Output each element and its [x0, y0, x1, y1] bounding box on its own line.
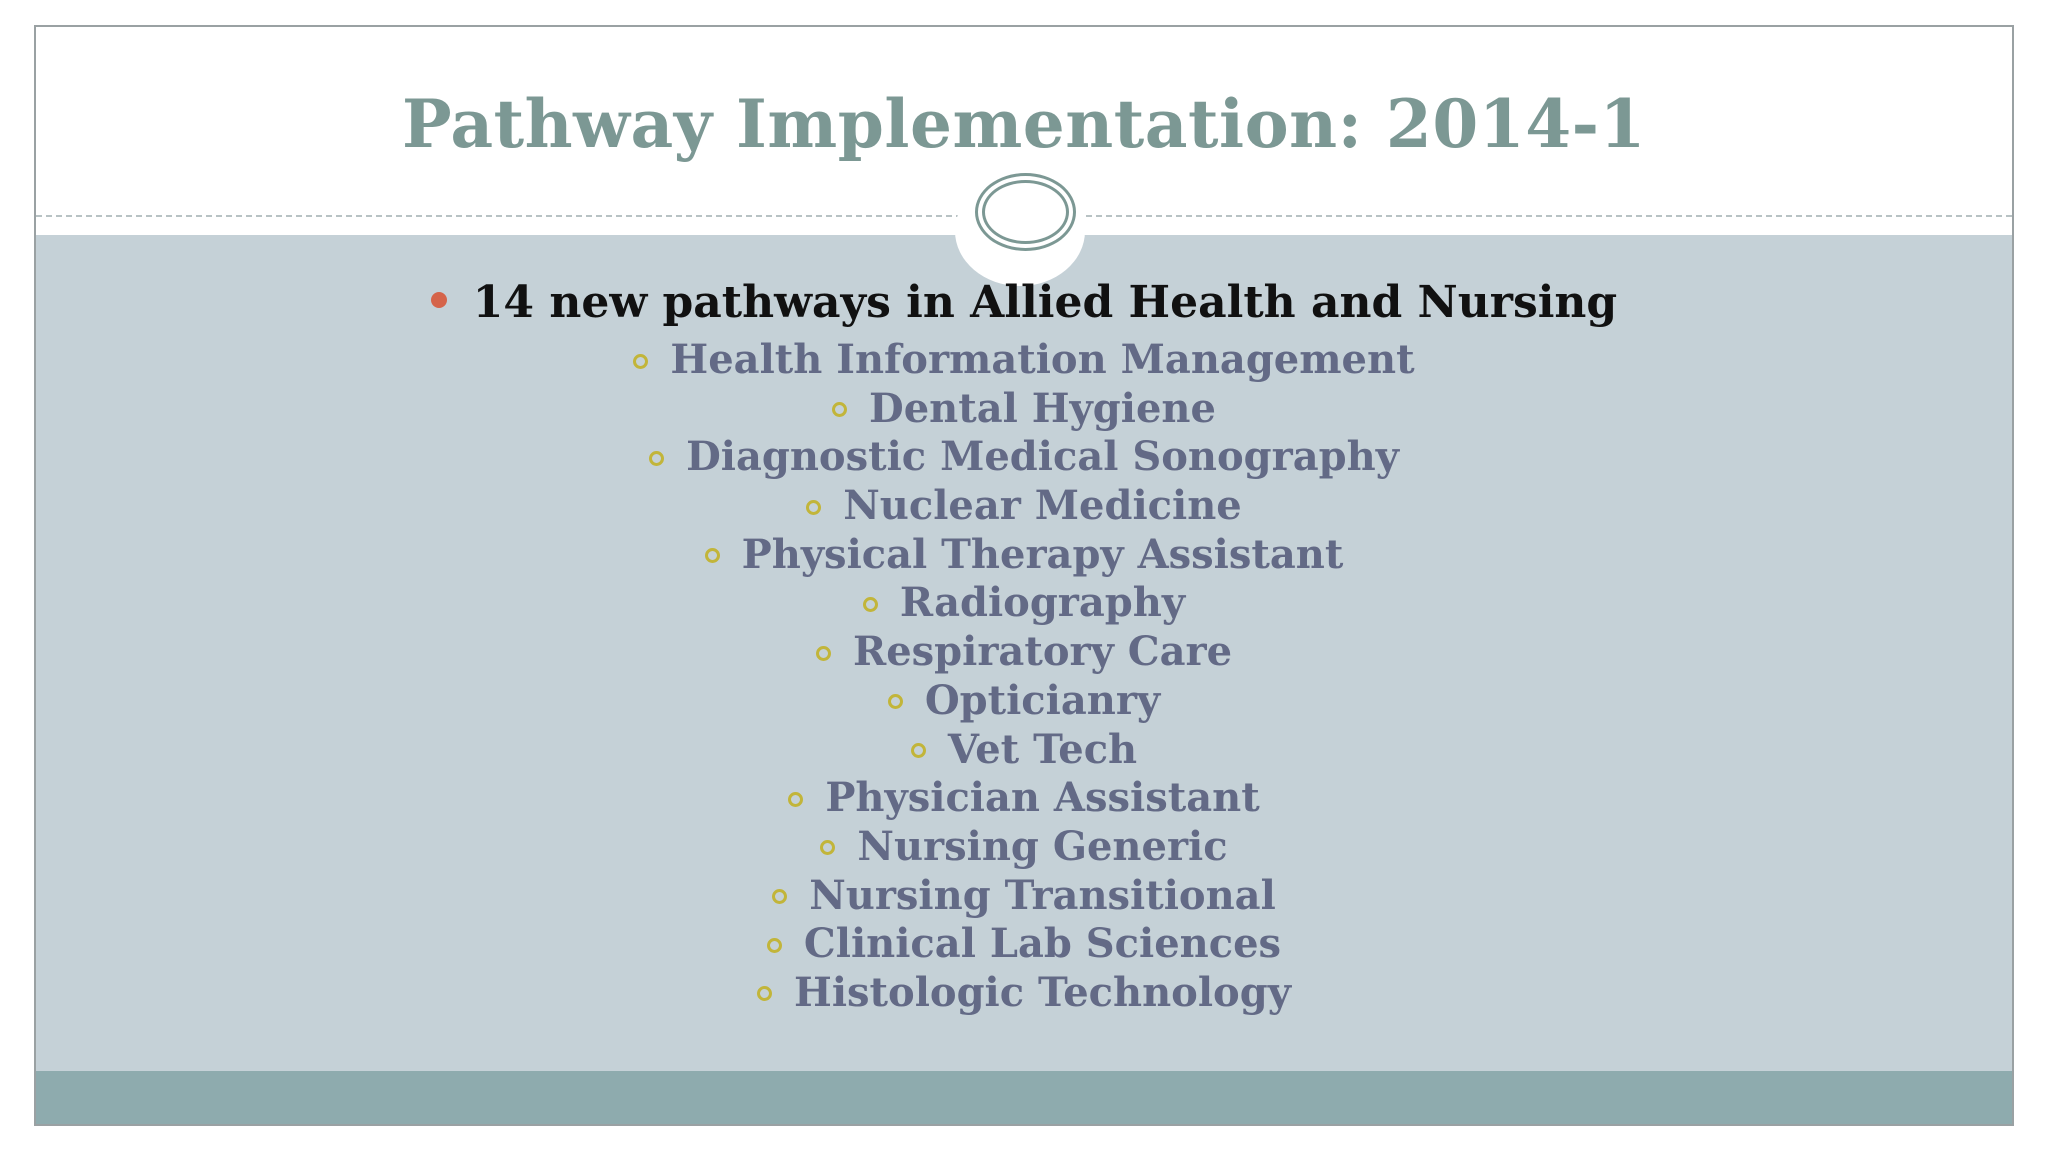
list-item: [36, 969, 2012, 1018]
ring-bullet-icon: [705, 548, 720, 563]
ring-bullet-icon: [911, 743, 926, 758]
main-bullet: [36, 277, 2012, 328]
ring-bullet-icon: [788, 792, 803, 807]
ring-bullet-icon: [767, 938, 782, 953]
list-item-label: Diagnostic Medical Sonography: [686, 433, 1399, 481]
list-item-label: Opticianry: [924, 676, 1161, 724]
ring-bullet-icon: [633, 354, 648, 369]
list-item-label: Nuclear Medicine: [843, 482, 1242, 530]
list-item-label: Physical Therapy Assistant: [741, 530, 1344, 578]
list-item: [36, 774, 2012, 823]
footer-bar: [36, 1071, 2012, 1124]
list-item: [36, 385, 2012, 434]
list-item-label: Dental Hygiene: [869, 384, 1216, 432]
list-item-label: Health Information Management: [670, 336, 1415, 383]
slide: [34, 25, 2014, 1126]
ring-bullet-icon: [863, 597, 878, 612]
list-item: [36, 336, 2012, 385]
ring-bullet-icon: [806, 500, 821, 515]
ring-bullet-icon: [888, 694, 903, 709]
list-item: [36, 433, 2012, 482]
list-item: [36, 628, 2012, 677]
list-item-label: Nursing Transitional: [809, 871, 1276, 919]
list-item: [36, 677, 2012, 726]
list-item-label: Nursing Generic: [857, 822, 1228, 870]
list-item-label: Vet Tech: [947, 725, 1138, 773]
list-item: [36, 726, 2012, 775]
list-item-label: Clinical Lab Sciences: [803, 920, 1282, 968]
list-item: [36, 920, 2012, 969]
list-item: [36, 482, 2012, 531]
ring-bullet-icon: [816, 646, 831, 661]
list-item-label: Physician Assistant: [825, 774, 1260, 822]
bullet-dot-icon: [431, 292, 447, 308]
main-bullet-text: 14 new pathways in Allied Health and Nursing: [472, 277, 1618, 328]
ring-bullet-icon: [820, 840, 835, 855]
slide-title: Pathway Implementation: 2014-1: [402, 85, 1646, 163]
ring-bullet-icon: [772, 889, 787, 904]
list-item: [36, 823, 2012, 872]
list-item-label: Respiratory Care: [852, 628, 1233, 676]
list-item: [36, 531, 2012, 580]
ring-bullet-icon: [649, 451, 664, 466]
list-item: [36, 579, 2012, 628]
list-item-label: Histologic Technology: [794, 968, 1291, 1016]
ring-bullet-icon: [757, 986, 772, 1001]
list-item: [36, 872, 2012, 921]
list-item-label: Radiography: [899, 579, 1186, 627]
pathway-list: [36, 336, 2012, 1018]
ring-bullet-icon: [832, 402, 847, 417]
ornament-ring-icon: [975, 173, 1076, 251]
